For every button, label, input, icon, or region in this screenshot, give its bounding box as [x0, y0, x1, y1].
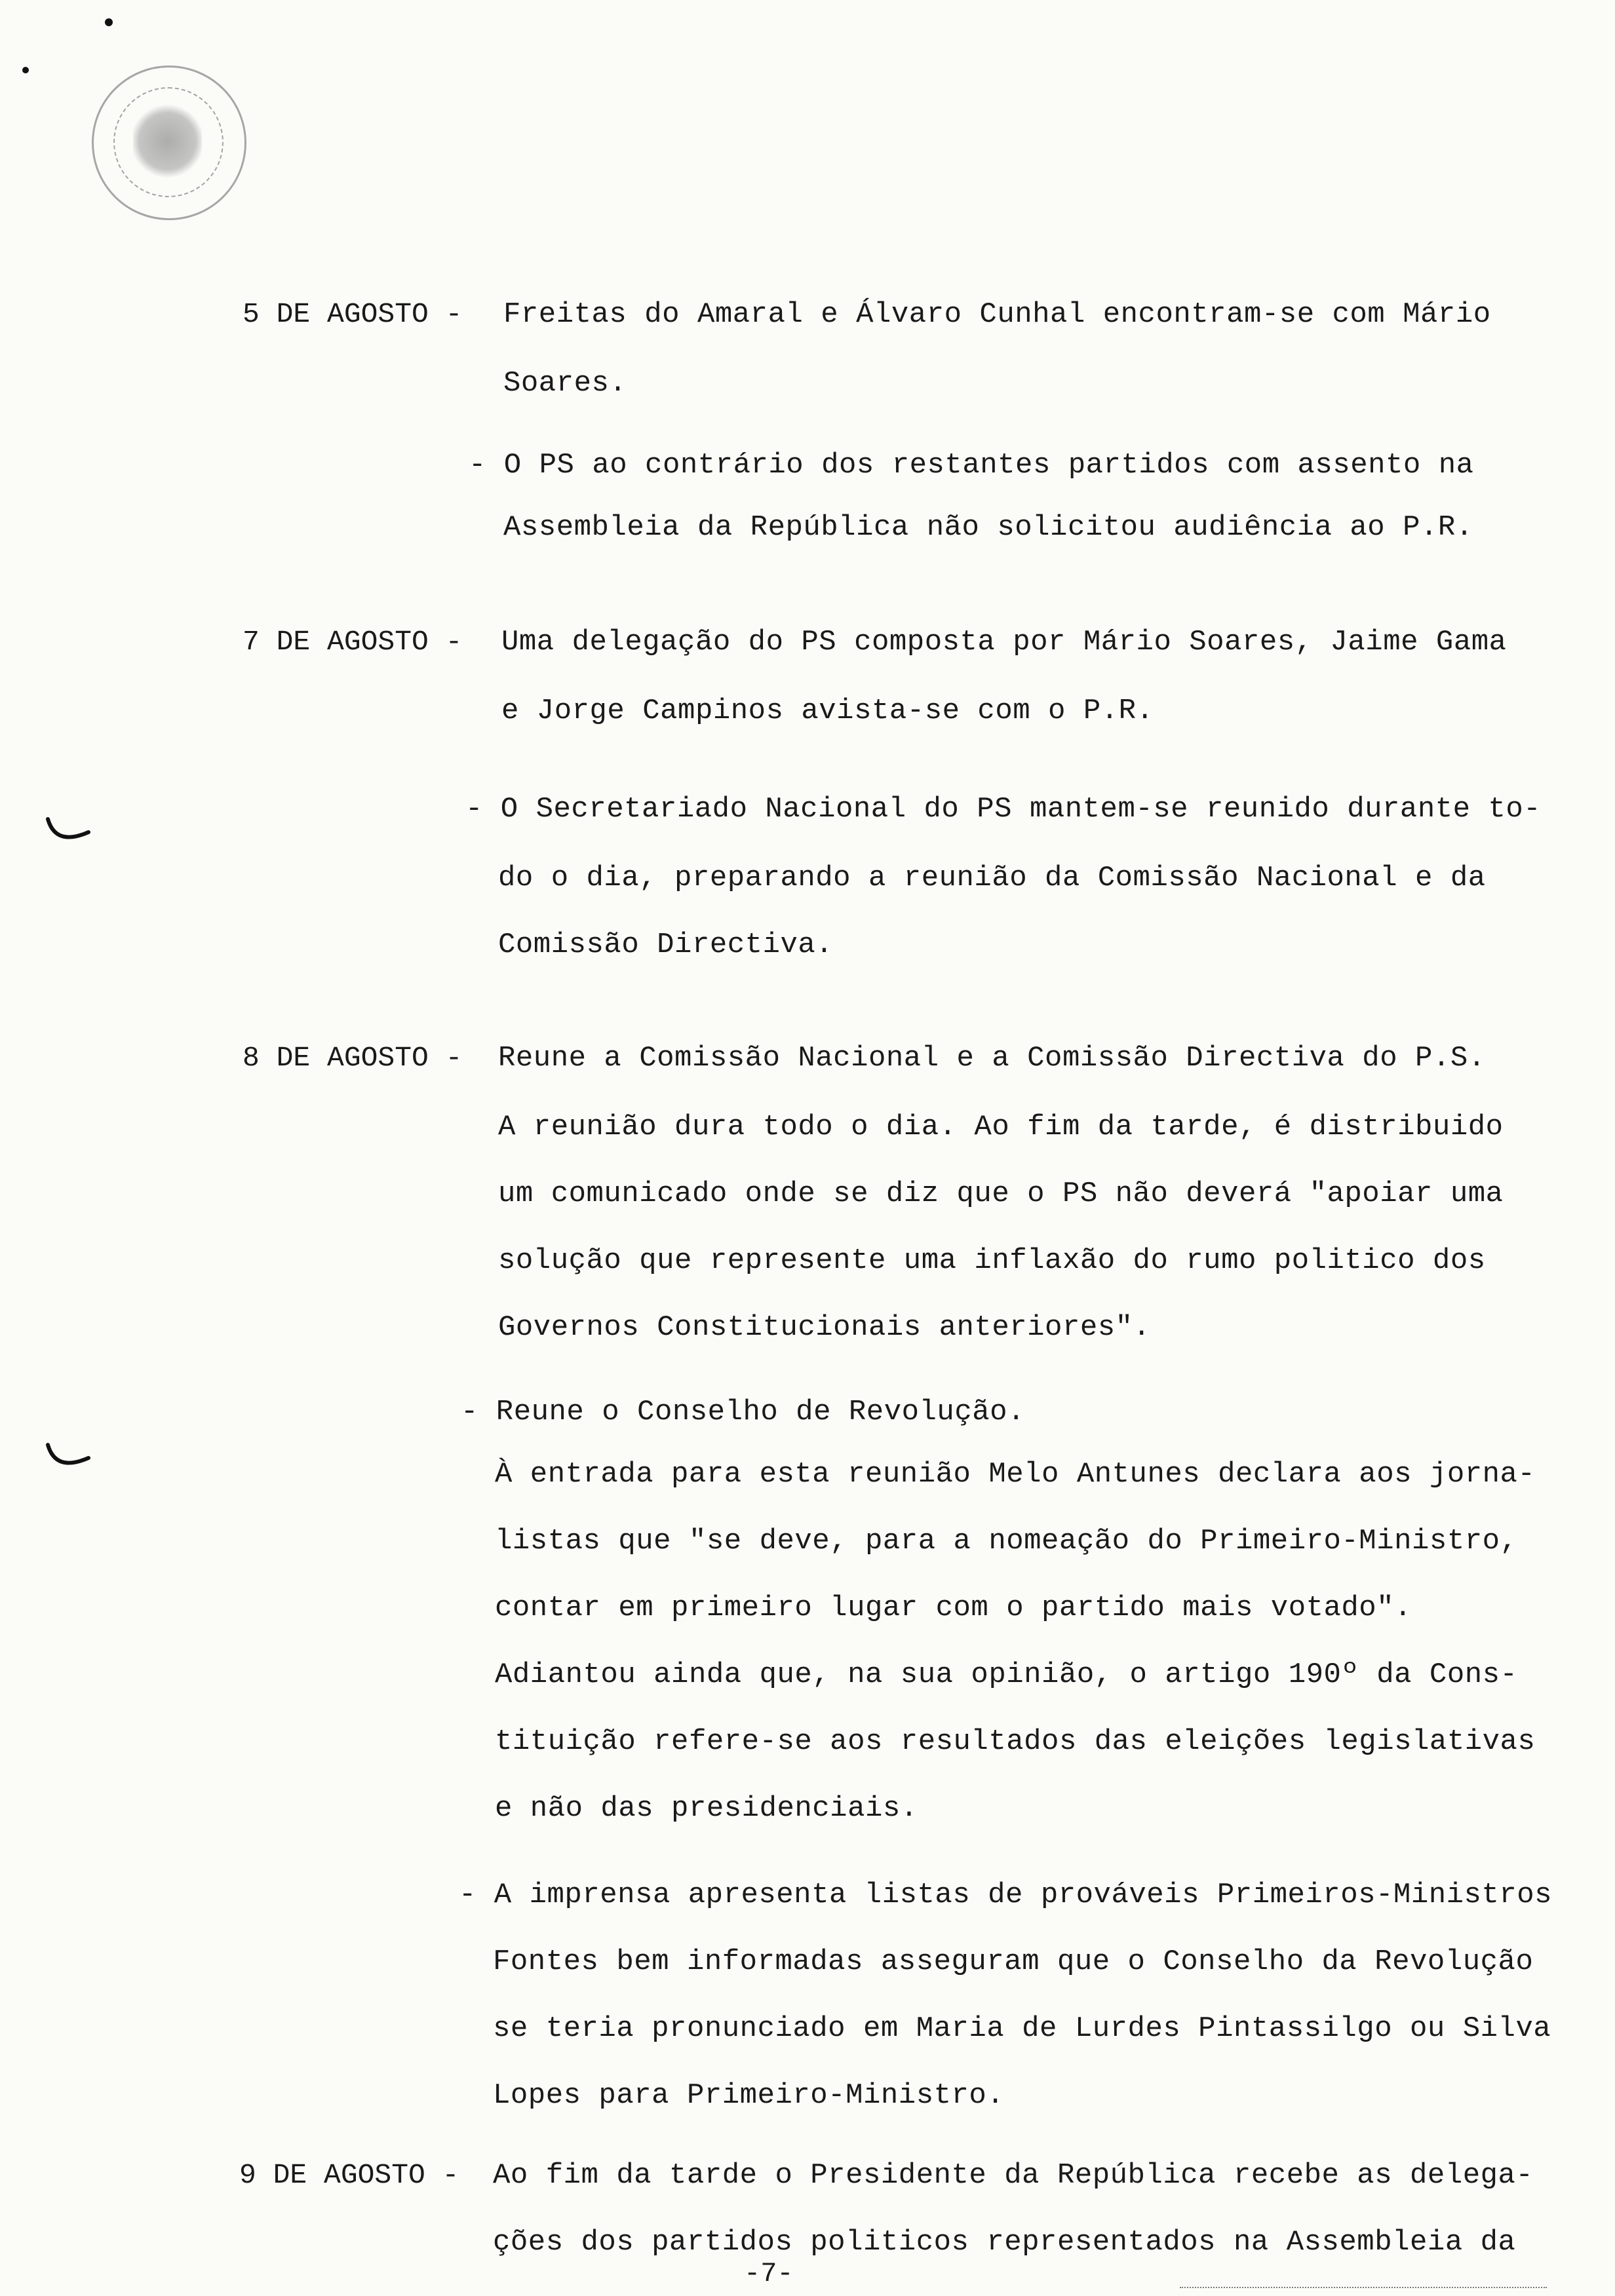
entry-text-line: Comissão Directiva.	[498, 928, 834, 961]
entry-text-line: Adiantou ainda que, na sua opinião, o artigo 190º da Cons-	[495, 1658, 1518, 1691]
entry-text-line: A reunião dura todo o dia. Ao fim da tarde, é distribuido	[498, 1111, 1504, 1143]
entry-text-line: e não das presidenciais.	[495, 1792, 918, 1825]
entry-text-line: do o dia, preparando a reunião da Comissão Nacional e da	[498, 862, 1486, 894]
entry-text-line: Ao fim da tarde o Presidente da República recebe as delega-	[493, 2159, 1534, 2192]
page-number: -7-	[744, 2258, 794, 2289]
entry-text-line: um comunicado onde se diz que o PS não deverá "apoiar uma	[498, 1177, 1504, 1210]
entry-text-line: se teria pronunciado em Maria de Lurdes Pintassilgo ou Silva	[493, 2012, 1551, 2045]
entry-text-line: - O PS ao contrário dos restantes partidos com assento na	[469, 449, 1474, 482]
margin-hook-mark	[43, 1438, 95, 1478]
entry-date: 7 DE AGOSTO -	[243, 626, 463, 658]
entry-text-line: Freitas do Amaral e Álvaro Cunhal encontram-se com Mário	[503, 298, 1491, 331]
entry-text-line: - O Secretariado Nacional do PS mantem-se reunido durante to-	[465, 793, 1542, 826]
entry-text-line: À entrada para esta reunião Melo Antunes declara aos jorna-	[495, 1458, 1536, 1491]
entry-text-line: Reune a Comissão Nacional e a Comissão Directiva do P.S.	[498, 1042, 1486, 1075]
entry-date: 8 DE AGOSTO -	[243, 1042, 463, 1074]
entry-text-line: listas que "se deve, para a nomeação do Primeiro-Ministro,	[495, 1525, 1518, 1558]
margin-hook-mark	[43, 813, 95, 852]
entry-text-line: Fontes bem informadas asseguram que o Conselho da Revolução	[493, 1945, 1534, 1978]
party-seal-stamp	[92, 66, 246, 220]
entry-text-line: Lopes para Primeiro-Ministro.	[493, 2079, 1005, 2112]
entry-text-line: - Reune o Conselho de Revolução.	[461, 1396, 1025, 1428]
entry-date: 5 DE AGOSTO -	[243, 298, 463, 330]
entry-text-line: Uma delegação do PS composta por Mário Soares, Jaime Gama	[501, 626, 1507, 659]
footer-rule	[1180, 2287, 1547, 2290]
ink-dot	[105, 18, 113, 26]
entry-text-line: Assembleia da República não solicitou audiência ao P.R.	[503, 511, 1473, 544]
seal-emblem	[133, 104, 202, 179]
entry-text-line: tituição refere-se aos resultados das eleições legislativas	[495, 1725, 1536, 1758]
entry-text-line: solução que represente uma inflaxão do rumo politico dos	[498, 1244, 1486, 1277]
entry-text-line: e Jorge Campinos avista-se com o P.R.	[501, 695, 1154, 727]
entry-text-line: Soares.	[503, 367, 627, 400]
ink-dot	[22, 67, 29, 73]
entry-text-line: Governos Constitucionais anteriores".	[498, 1311, 1151, 1344]
entry-date: 9 DE AGOSTO -	[239, 2159, 459, 2191]
entry-text-line: contar em primeiro lugar com o partido mais votado".	[495, 1592, 1412, 1624]
entry-text-line: - A imprensa apresenta listas de prováveis Primeiros-Ministros	[459, 1879, 1553, 1911]
entry-text-line: ções dos partidos politicos representados na Assembleia da	[493, 2226, 1516, 2259]
